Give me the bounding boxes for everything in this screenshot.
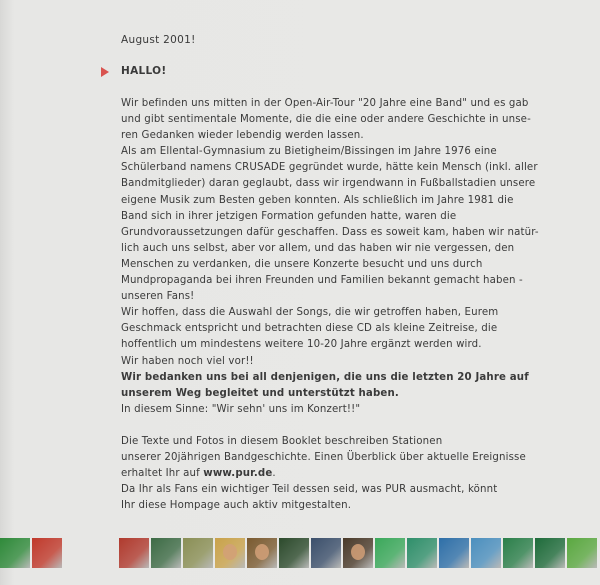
photo-thumbnail: [535, 538, 565, 568]
body-line: eigene Musik zum Besten geben konnten. Als schließlich im Jahre 1981 die: [121, 194, 514, 206]
photo-thumbnail: [375, 538, 405, 568]
body-line: Bandmitglieder) daran geglaubt, dass wir irgendwann in Fußballstadien unsere: [121, 178, 536, 190]
footer-line: [121, 466, 551, 482]
body-line: Wir haben noch viel vor!!: [121, 355, 254, 367]
paragraph-gap: [121, 418, 551, 434]
body-line: Menschen zu verdanken, die unsere Konzerte besucht und uns durch: [121, 258, 483, 270]
body-line: In diesem Sinne: "Wir sehn' uns im Konzert!!": [121, 403, 361, 415]
photo-thumbnail: [407, 538, 437, 568]
thanks-line: Wir bedanken uns bei all denjenigen, die uns die letzten 20 Jahre auf: [121, 371, 529, 383]
photo-thumbnail: [343, 538, 373, 568]
photo-thumbnail: [183, 538, 213, 568]
photo-strip-right: [119, 538, 597, 568]
footer-line: unserer 20jährigen Bandgeschichte. Einen Überblick über aktuelle Ereignisse: [121, 451, 526, 463]
footer-text: .: [272, 468, 276, 480]
photo-thumbnail: [247, 538, 277, 568]
photo-thumbnail: [471, 538, 501, 568]
body-line: Band sich in ihrer jetzigen Formation gefunden hatte, waren die: [121, 210, 457, 222]
body-line: Geschmack entspricht und betrachten diese CD als kleine Zeitreise, die: [121, 323, 498, 335]
photo-thumbnail: [279, 538, 309, 568]
photo-thumbnail: [119, 538, 149, 568]
photo-thumbnail: [503, 538, 533, 568]
thanks-line: unserem Weg begleitet und unterstützt haben.: [121, 387, 399, 399]
footer-line: Ihr diese Hompage auch aktiv mitgestalten.: [121, 500, 352, 512]
triangle-marker-icon: [101, 67, 109, 77]
body-line: Mundpropaganda bei ihren Freunden und Familien bekannt gemacht haben -: [121, 275, 523, 287]
photo-thumbnail: [32, 538, 62, 568]
date-heading: August 2001!: [121, 34, 196, 46]
body-line: und gibt sentimentale Momente, die die eine oder andere Geschichte in unse-: [121, 114, 531, 126]
body-line: hoffentlich um mindestens weitere 10-20 Jahre ergänzt werden wird.: [121, 339, 482, 351]
body-line: unseren Fans!: [121, 291, 195, 303]
footer-line: Die Texte und Fotos in diesem Booklet beschreiben Stationen: [121, 435, 443, 447]
photo-thumbnail: [151, 538, 181, 568]
photo-thumbnail: [0, 538, 30, 568]
body-line: ren Gedanken wieder lebendig werden lassen.: [121, 130, 364, 142]
letter-body: [121, 96, 551, 514]
photo-strip-left: [0, 538, 62, 568]
photo-thumbnail: [439, 538, 469, 568]
body-line: Wir hoffen, dass die Auswahl der Songs, die wir getroffen haben, Eurem: [121, 307, 499, 319]
body-line: Schülerband namens CRUSADE gegründet wurde, hätte kein Mensch (inkl. aller: [121, 162, 538, 174]
greeting-heading: HALLO!: [121, 65, 167, 77]
body-line: Als am Ellental-Gymnasium zu Bietigheim/Bissingen im Jahre 1976 eine: [121, 146, 497, 158]
photo-thumbnail: [215, 538, 245, 568]
body-line: lich auch uns selbst, aber vor allem, und das haben wir nie vergessen, den: [121, 242, 515, 254]
footer-text: erhaltet Ihr auf: [121, 468, 204, 480]
website-link[interactable]: www.pur.de: [203, 468, 273, 480]
body-line: Wir befinden uns mitten in der Open-Air-Tour "20 Jahre eine Band" und es gab: [121, 98, 529, 109]
body-line: Grundvoraussetzungen dafür geschaffen. Dass es soweit kam, haben wir natür-: [121, 226, 539, 238]
photo-thumbnail: [311, 538, 341, 568]
footer-line: Da Ihr als Fans ein wichtiger Teil dessen seid, was PUR ausmacht, könnt: [121, 484, 498, 496]
photo-thumbnail: [567, 538, 597, 568]
